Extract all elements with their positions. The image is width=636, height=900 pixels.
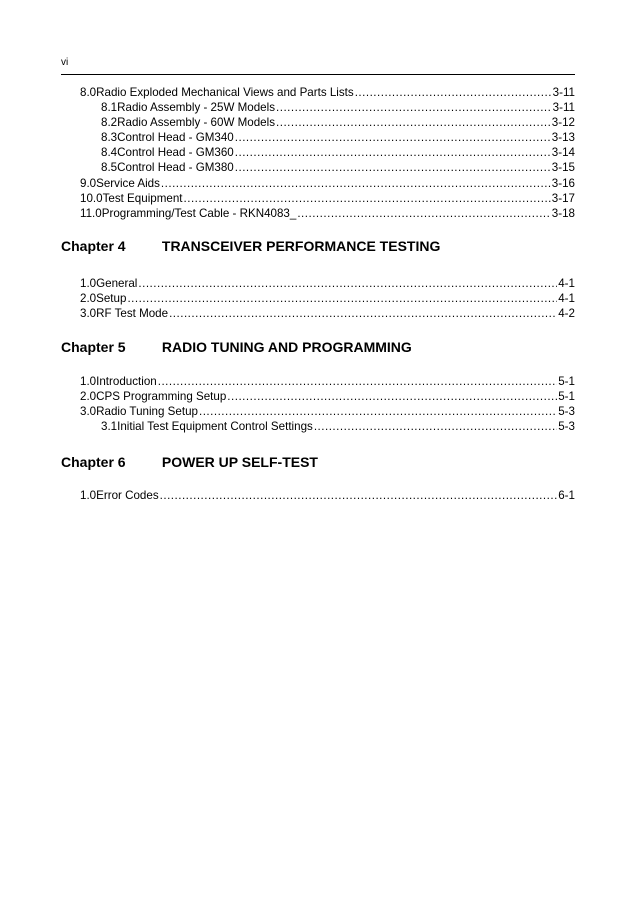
toc-entry-page: 3-17: [551, 192, 575, 205]
toc-entry-page: 5-3: [558, 405, 575, 418]
toc-entry-page: 3-14: [551, 146, 575, 159]
toc-entry[interactable]: [101, 131, 575, 145]
chapter-title: RADIO TUNING AND PROGRAMMING: [161, 339, 412, 355]
chapter-heading: [61, 237, 440, 255]
dot-leader: [355, 86, 552, 100]
dot-leader: [127, 292, 557, 306]
toc-entry-number: 10.0: [80, 192, 103, 205]
toc-entry-title: Error Codes: [96, 489, 159, 502]
toc-entry[interactable]: [80, 405, 575, 419]
toc-entry[interactable]: [80, 177, 575, 191]
dot-leader: [314, 420, 557, 434]
toc-entry-number: 8.4: [101, 146, 118, 159]
toc-entry-number: 8.1: [101, 101, 118, 114]
toc-entry-page: 4-1: [558, 277, 575, 290]
toc-entry-title: Radio Assembly - 60W Models: [117, 116, 275, 129]
toc-entry-title: General: [96, 277, 138, 290]
dot-leader: [138, 277, 557, 291]
dot-leader: [276, 116, 551, 130]
toc-entry[interactable]: [80, 277, 575, 291]
toc-entry[interactable]: [80, 292, 575, 306]
toc-entry[interactable]: [80, 375, 575, 389]
dot-leader: [235, 161, 551, 175]
toc-entry-number: 11.0: [80, 207, 102, 220]
toc-entry-title: Introduction: [96, 375, 157, 388]
toc-entry-page: 3-15: [551, 161, 575, 174]
toc-entry[interactable]: [80, 207, 575, 221]
toc-entry[interactable]: [80, 307, 575, 321]
toc-entry[interactable]: [101, 161, 575, 175]
toc-entry-number: 2.0: [80, 292, 97, 305]
toc-entry[interactable]: [80, 489, 575, 503]
toc-entry-number: 3.1: [101, 420, 118, 433]
dot-leader: [169, 307, 557, 321]
toc-entry-title: Setup: [96, 292, 127, 305]
toc-entry-title: Test Equipment: [102, 192, 183, 205]
toc-entry-number: 8.5: [101, 161, 118, 174]
toc-entry-page: 4-1: [558, 292, 575, 305]
toc-entry-title: Initial Test Equipment Control Settings: [117, 420, 313, 433]
toc-entry-number: 8.3: [101, 131, 118, 144]
toc-entry-page: 3-12: [551, 116, 575, 129]
toc-entry[interactable]: [101, 116, 575, 130]
toc-entry-title: Programming/Test Cable - RKN4083_: [101, 207, 297, 220]
toc-entry[interactable]: [80, 390, 575, 404]
toc-entry-title: CPS Programming Setup: [96, 390, 227, 403]
toc-entry-page: 6-1: [558, 489, 575, 502]
dot-leader: [235, 146, 551, 160]
toc-entry-page: 5-3: [558, 420, 575, 433]
toc-entry-number: 8.0: [80, 86, 97, 99]
toc-entry-page: 5-1: [558, 390, 575, 403]
toc-entry[interactable]: [80, 86, 575, 100]
chapter-label: Chapter 4: [61, 238, 126, 254]
toc-entry[interactable]: [101, 146, 575, 160]
toc-entry-number: 2.0: [80, 390, 97, 403]
dot-leader: [199, 405, 557, 419]
dot-leader: [227, 390, 557, 404]
dot-leader: [235, 131, 551, 145]
toc-entry-title: Control Head - GM340: [117, 131, 234, 144]
toc-entry-title: RF Test Mode: [96, 307, 169, 320]
page-number: vi: [61, 57, 69, 68]
chapter-title: POWER UP SELF-TEST: [161, 454, 318, 470]
toc-entry-page: 3-11: [552, 101, 575, 114]
toc-entry-title: Radio Exploded Mechanical Views and Parts Lists: [96, 86, 354, 99]
toc-entry[interactable]: [80, 192, 575, 206]
toc-entry-number: 1.0: [80, 489, 97, 502]
chapter-heading: [61, 453, 318, 471]
toc-entry[interactable]: [101, 420, 575, 434]
dot-leader: [158, 375, 558, 389]
toc-entry-number: 9.0: [80, 177, 97, 190]
toc-entry-number: 1.0: [80, 277, 97, 290]
toc-entry-page: 3-13: [551, 131, 575, 144]
toc-entry-title: Radio Tuning Setup: [96, 405, 198, 418]
toc-entry-page: 3-11: [552, 86, 575, 99]
toc-entry-number: 8.2: [101, 116, 118, 129]
dot-leader: [184, 192, 551, 206]
toc-entry-page: 4-2: [558, 307, 575, 320]
toc-entry-title: Service Aids: [96, 177, 160, 190]
toc-entry-title: Control Head - GM360: [117, 146, 234, 159]
toc-entry-number: 3.0: [80, 405, 97, 418]
toc-entry-page: 3-18: [551, 207, 575, 220]
chapter-label: Chapter 5: [61, 339, 126, 355]
dot-leader: [276, 101, 552, 115]
toc-entry[interactable]: [101, 101, 575, 115]
header-rule: [61, 74, 575, 75]
chapter-title: TRANSCEIVER PERFORMANCE TESTING: [161, 238, 441, 254]
toc-entry-number: 3.0: [80, 307, 97, 320]
toc-entry-page: 5-1: [558, 375, 575, 388]
dot-leader: [161, 177, 551, 191]
chapter-label: Chapter 6: [61, 454, 126, 470]
toc-entry-title: Radio Assembly - 25W Models: [117, 101, 275, 114]
chapter-heading: [61, 338, 412, 356]
dot-leader: [297, 207, 550, 221]
toc-entry-title: Control Head - GM380: [117, 161, 234, 174]
toc-entry-page: 3-16: [551, 177, 575, 190]
dot-leader: [160, 489, 558, 503]
toc-entry-number: 1.0: [80, 375, 97, 388]
